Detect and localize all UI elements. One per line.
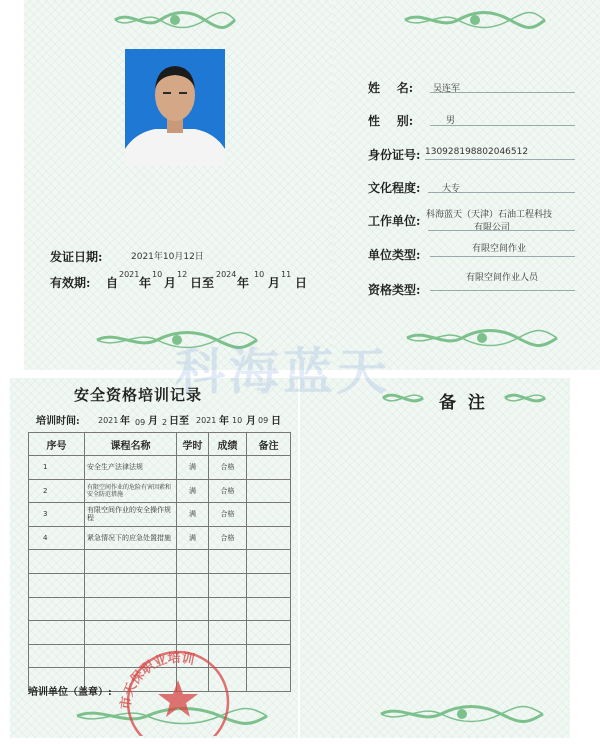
validity-from-year: 2021 xyxy=(119,270,140,279)
validity-from-month: 10 xyxy=(152,270,163,279)
validity-from-day: 12 xyxy=(177,270,188,279)
validity-to-year: 2024 xyxy=(216,270,237,279)
official-seal xyxy=(112,644,244,736)
row-seq: 1 xyxy=(29,456,85,480)
row-score: 合格 xyxy=(209,456,247,480)
education-label: 文化程度: xyxy=(368,181,421,195)
training-record-title: 安全资格培训记录 xyxy=(74,386,203,404)
training-year-word-1: 年 xyxy=(120,416,130,427)
row-hours: 满 xyxy=(177,503,209,527)
validity-to-month: 10 xyxy=(254,270,265,279)
qualification-type-value: 有限空间作业人员 xyxy=(466,273,539,283)
ornament-border-top-left xyxy=(110,8,240,32)
header-course: 课程名称 xyxy=(85,433,177,456)
validity-day-word: 日 xyxy=(295,276,308,290)
row-course: 安全生产法律法规 xyxy=(85,456,177,480)
ornament-border-middle-right xyxy=(402,326,562,350)
table-row xyxy=(29,526,291,550)
table-row-empty xyxy=(29,550,291,574)
qualification-type-label: 资格类型: xyxy=(368,283,421,297)
row-hours: 满 xyxy=(177,526,209,550)
name-value: 吴连军 xyxy=(433,84,461,94)
validity-to-word: 日至 xyxy=(190,276,215,290)
employer-value: 科海蓝天（天津）石油工程科技 xyxy=(426,210,553,220)
training-start-month: 09 xyxy=(135,418,146,427)
id-photo xyxy=(125,49,225,166)
notes-title: 备 注 xyxy=(439,393,485,413)
validity-to-day: 11 xyxy=(281,270,292,279)
header-remarks: 备注 xyxy=(247,433,291,456)
validity-year-word-1: 年 xyxy=(139,276,152,290)
row-remarks xyxy=(247,503,291,527)
gender-value: 男 xyxy=(446,116,456,126)
id-number-value: 130928198802046512 xyxy=(425,147,529,157)
training-unit-label: 培训单位（盖章）: xyxy=(28,687,112,698)
employer-value-line2: 有限公司 xyxy=(474,223,511,233)
row-hours: 满 xyxy=(177,479,209,503)
row-score: 合格 xyxy=(209,526,247,550)
validity-month-word-2: 月 xyxy=(268,276,281,290)
table-row xyxy=(29,503,291,527)
row-remarks xyxy=(247,479,291,503)
id-number-underline xyxy=(425,159,575,160)
header-seq: 序号 xyxy=(29,433,85,456)
row-score: 合格 xyxy=(209,479,247,503)
id-number-label: 身份证号: xyxy=(368,148,421,162)
gender-label: 性 别: xyxy=(368,114,414,128)
education-underline xyxy=(428,192,575,193)
training-to-word: 日至 xyxy=(169,416,189,427)
employer-underline xyxy=(428,230,575,231)
table-row-empty xyxy=(29,573,291,597)
row-hours: 满 xyxy=(177,456,209,480)
ornament-border-top-right xyxy=(400,8,550,32)
table-row xyxy=(29,479,291,503)
header-score: 成绩 xyxy=(209,433,247,456)
issue-date-value: 2021年10月12日 xyxy=(131,252,204,262)
validity-from-word: 自 xyxy=(106,276,119,290)
gender-underline xyxy=(430,125,575,126)
row-course: 有限空间作业的危险有害因素和安全防范措施 xyxy=(85,479,177,503)
row-course: 紧急情况下的应急处置措施 xyxy=(85,526,177,550)
validity-label: 有效期: xyxy=(50,276,91,290)
validity-year-word-2: 年 xyxy=(237,276,250,290)
training-end-year: 2021 xyxy=(196,416,217,425)
training-year-word-2: 年 xyxy=(219,416,229,427)
notes-page xyxy=(300,378,570,738)
issue-date-label: 发证日期: xyxy=(50,250,103,264)
training-start-year: 2021 xyxy=(98,416,119,425)
training-time-label: 培训时间: xyxy=(36,416,80,427)
qualification-type-underline xyxy=(430,290,575,291)
table-row xyxy=(29,456,291,480)
name-label: 姓 名: xyxy=(368,81,414,95)
row-seq: 4 xyxy=(29,526,85,550)
table-row-empty xyxy=(29,621,291,645)
training-month-word-2: 月 xyxy=(246,416,256,427)
row-score: 合格 xyxy=(209,503,247,527)
unit-type-underline xyxy=(430,256,575,257)
header-hours: 学时 xyxy=(177,433,209,456)
name-underline xyxy=(430,92,575,93)
watermark-text: 科海蓝天 xyxy=(175,343,391,401)
training-end-day: 09 xyxy=(258,416,269,425)
validity-month-word-1: 月 xyxy=(164,276,177,290)
row-course: 有限空间作业的安全操作规程 xyxy=(85,503,177,527)
row-remarks xyxy=(247,526,291,550)
row-seq: 3 xyxy=(29,503,85,527)
education-value: 大专 xyxy=(442,184,461,194)
training-start-day: 2 xyxy=(162,418,168,427)
training-end-month: 10 xyxy=(232,416,243,425)
training-day-word: 日 xyxy=(271,416,281,427)
employer-label: 工作单位: xyxy=(368,214,421,228)
table-row-empty xyxy=(29,597,291,621)
seal-text: 市天保职业培训 xyxy=(118,650,196,711)
row-remarks xyxy=(247,456,291,480)
ornament-border-bottom-right xyxy=(376,702,548,726)
unit-type-label: 单位类型: xyxy=(368,248,421,262)
training-month-word-1: 月 xyxy=(148,416,158,427)
row-seq: 2 xyxy=(29,479,85,503)
table-header-row xyxy=(29,433,291,456)
unit-type-value: 有限空间作业 xyxy=(472,244,527,254)
